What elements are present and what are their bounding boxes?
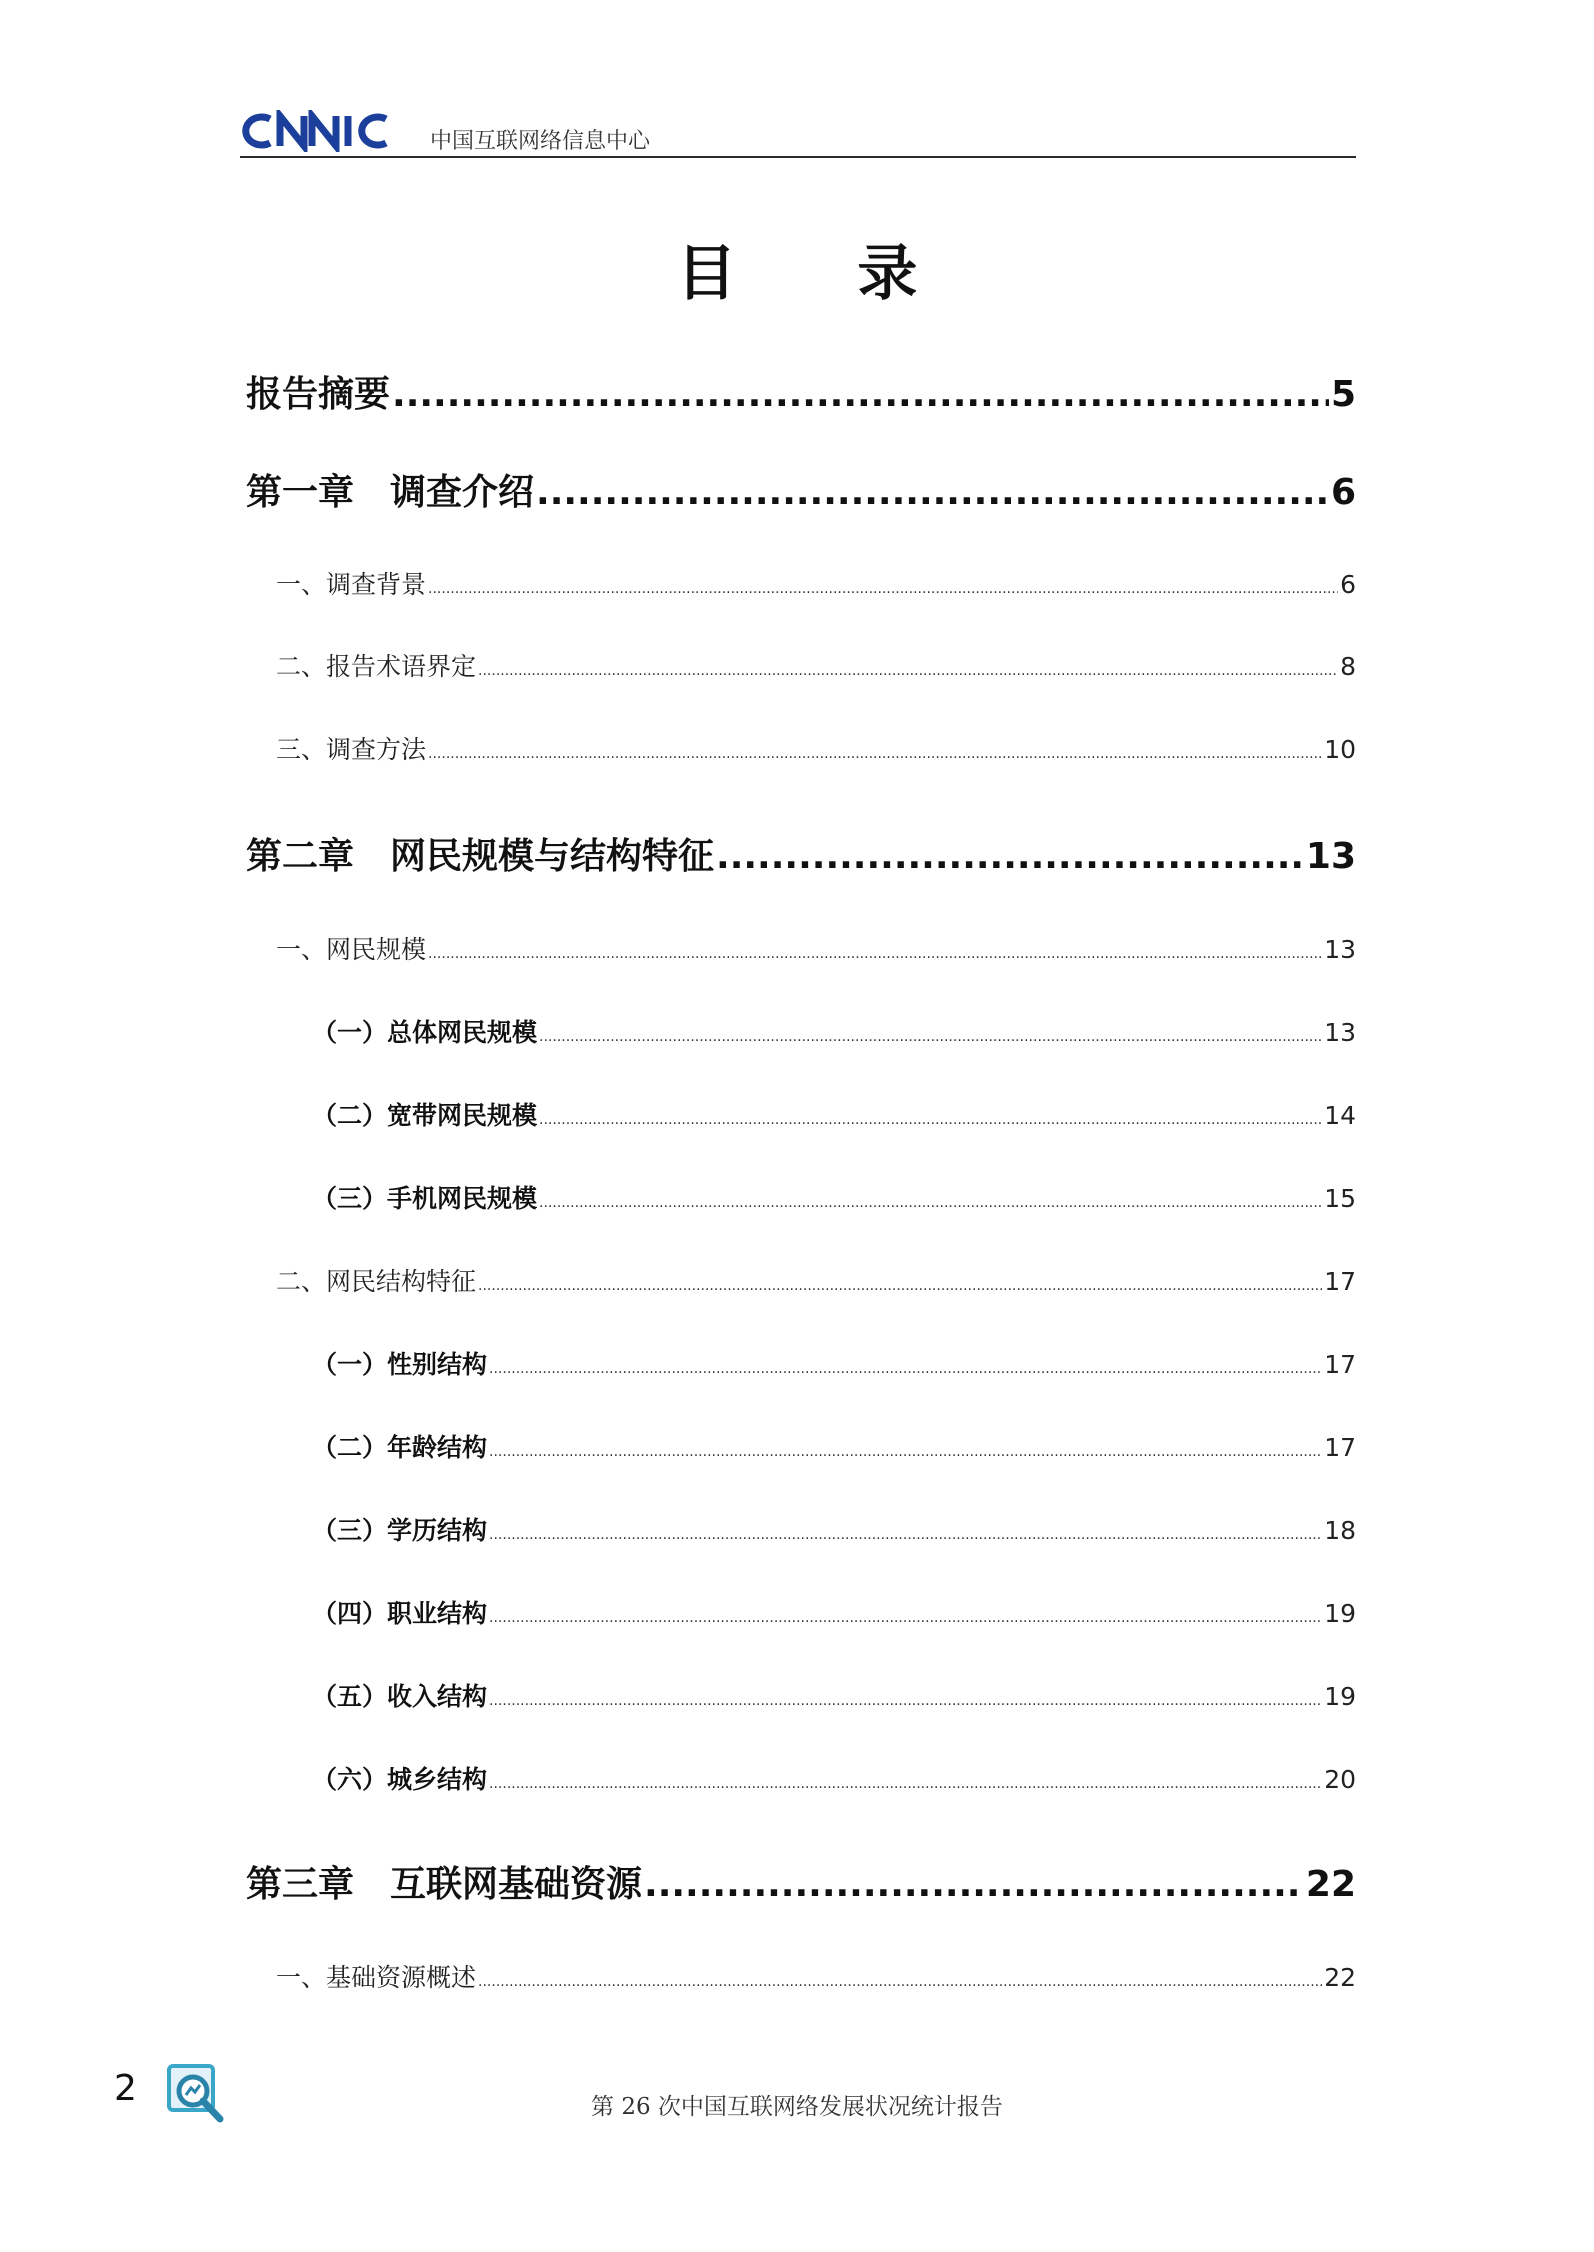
toc-entry-label <box>312 1677 487 1713</box>
toc-entry[interactable] <box>246 1428 1356 1464</box>
page-number: 2 <box>114 2068 137 2109</box>
toc-entry-label <box>276 930 426 966</box>
toc-entry[interactable] <box>246 1179 1356 1215</box>
toc-page-number: 5 <box>1330 374 1356 415</box>
toc-entry-label <box>246 828 714 879</box>
org-name: 中国互联网络信息中心 <box>430 129 651 154</box>
toc-entry-label <box>312 1760 487 1796</box>
toc-entry[interactable] <box>246 1856 1356 1907</box>
toc-entry-label <box>276 565 426 601</box>
toc-entry[interactable] <box>246 1345 1356 1381</box>
toc-entry-label-text: 报告摘要 <box>246 374 391 415</box>
toc-entry[interactable] <box>246 1013 1356 1049</box>
toc-entry-label <box>276 730 426 766</box>
toc-page-number: 18 <box>1324 1516 1356 1545</box>
toc-entry-label <box>246 366 390 417</box>
toc-page-number: 13 <box>1305 836 1356 877</box>
toc-leader-dots <box>716 836 1304 877</box>
cnnic-logo <box>240 110 410 152</box>
toc-leader-dots <box>539 1112 1322 1128</box>
toc-entry-label <box>312 1428 487 1464</box>
page-title: 目 录 <box>676 239 968 309</box>
toc-page-number: 22 <box>1305 1864 1356 1905</box>
toc-leader-dots <box>428 581 1338 597</box>
toc-entry-label-text: （四）职业结构 <box>312 1599 488 1628</box>
toc-page-number: 13 <box>1324 1018 1356 1047</box>
toc-entry-label-text: （二）年龄结构 <box>312 1433 488 1462</box>
toc-entry[interactable] <box>246 1511 1356 1547</box>
toc-entry-label <box>276 647 476 683</box>
toc-entry-label-text: （三）学历结构 <box>312 1516 488 1545</box>
toc-entry-label <box>246 1856 642 1907</box>
toc-entry-label-text: 第一章 <box>246 472 355 513</box>
toc-entry-label <box>312 1594 487 1630</box>
toc-page-number: 17 <box>1324 1433 1356 1462</box>
toc-leader-dots <box>392 374 1329 415</box>
toc-entry-label <box>312 1096 537 1132</box>
toc-entry-label-text: （六）城乡结构 <box>312 1765 488 1794</box>
toc-entry-label-text: 一、基础资源概述 <box>276 1963 477 1992</box>
toc-leader-dots <box>478 1974 1322 1990</box>
toc-entry[interactable] <box>246 1760 1356 1796</box>
toc-page-number: 13 <box>1324 935 1356 964</box>
toc-entry[interactable] <box>246 828 1356 879</box>
toc-chapter-title: 调查介绍 <box>390 472 535 513</box>
toc-entry-label-text: （五）收入结构 <box>312 1682 488 1711</box>
toc-entry-label-text: （三）手机网民规模 <box>312 1184 538 1213</box>
toc-chapter-title: 网民规模与结构特征 <box>390 836 715 877</box>
toc-entry-label-text: 三、调查方法 <box>276 735 427 764</box>
toc-entry-label-text: （二）宽带网民规模 <box>312 1101 538 1130</box>
toc-entry-label-text: 一、网民规模 <box>276 935 427 964</box>
toc-entry-label <box>312 1179 537 1215</box>
toc-leader-dots <box>539 1029 1322 1045</box>
toc-entry-label <box>246 464 534 515</box>
toc-entry[interactable] <box>246 647 1356 683</box>
toc-entry[interactable] <box>246 1262 1356 1298</box>
toc-entry-label-text: 二、网民结构特征 <box>276 1267 477 1296</box>
toc-leader-dots <box>489 1527 1322 1543</box>
toc-leader-dots <box>644 1864 1304 1905</box>
toc-entry-label-text: 第三章 <box>246 1864 355 1905</box>
toc-entry[interactable] <box>246 464 1356 515</box>
toc-entry[interactable] <box>246 930 1356 966</box>
toc-page-number: 17 <box>1324 1350 1356 1379</box>
toc-leader-dots <box>428 946 1322 962</box>
toc-entry-label-text: （一）总体网民规模 <box>312 1018 538 1047</box>
toc-page-number: 19 <box>1324 1682 1356 1711</box>
toc-leader-dots <box>478 663 1338 679</box>
toc-page-number: 6 <box>1340 570 1356 599</box>
toc-leader-dots <box>489 1361 1322 1377</box>
toc-entry-label <box>312 1345 487 1381</box>
toc-entry[interactable] <box>246 730 1356 766</box>
toc-page-number: 8 <box>1340 652 1356 681</box>
toc-chapter-title: 互联网基础资源 <box>390 1864 643 1905</box>
toc-leader-dots <box>489 1776 1322 1792</box>
toc-page-number: 14 <box>1324 1101 1356 1130</box>
toc-page-number: 17 <box>1324 1267 1356 1296</box>
toc-leader-dots <box>478 1278 1322 1294</box>
toc-leader-dots <box>489 1444 1322 1460</box>
page-header <box>240 110 1356 158</box>
toc-page-number: 22 <box>1324 1963 1356 1992</box>
toc-page-number: 10 <box>1324 735 1356 764</box>
toc-entry-label <box>276 1958 476 1994</box>
toc-entry[interactable] <box>246 366 1356 417</box>
toc-page-number: 20 <box>1324 1765 1356 1794</box>
toc-page-number: 15 <box>1324 1184 1356 1213</box>
toc-entry[interactable] <box>246 1958 1356 1994</box>
toc-leader-dots <box>536 472 1329 513</box>
toc-entry-label-text: （一）性别结构 <box>312 1350 488 1379</box>
toc-leader-dots <box>489 1610 1322 1626</box>
toc-page-number: 6 <box>1330 472 1356 513</box>
toc-leader-dots <box>539 1195 1322 1211</box>
toc-entry-label <box>276 1262 476 1298</box>
toc-entry-label-text: 二、报告术语界定 <box>276 652 477 681</box>
toc-entry[interactable] <box>246 1096 1356 1132</box>
toc-entry-label-text: 第二章 <box>246 836 355 877</box>
toc-entry[interactable] <box>246 565 1356 601</box>
toc-leader-dots <box>428 746 1322 762</box>
toc-entry-label <box>312 1511 487 1547</box>
toc-entry-label-text: 一、调查背景 <box>276 570 427 599</box>
toc-leader-dots <box>489 1693 1322 1709</box>
toc-page-number: 19 <box>1324 1599 1356 1628</box>
report-title: 第 26 次中国互联网络发展状况统计报告 <box>591 2094 1003 2120</box>
toc-entry[interactable] <box>246 1594 1356 1630</box>
toc-entry[interactable] <box>246 1677 1356 1713</box>
toc-entry-label <box>312 1013 537 1049</box>
